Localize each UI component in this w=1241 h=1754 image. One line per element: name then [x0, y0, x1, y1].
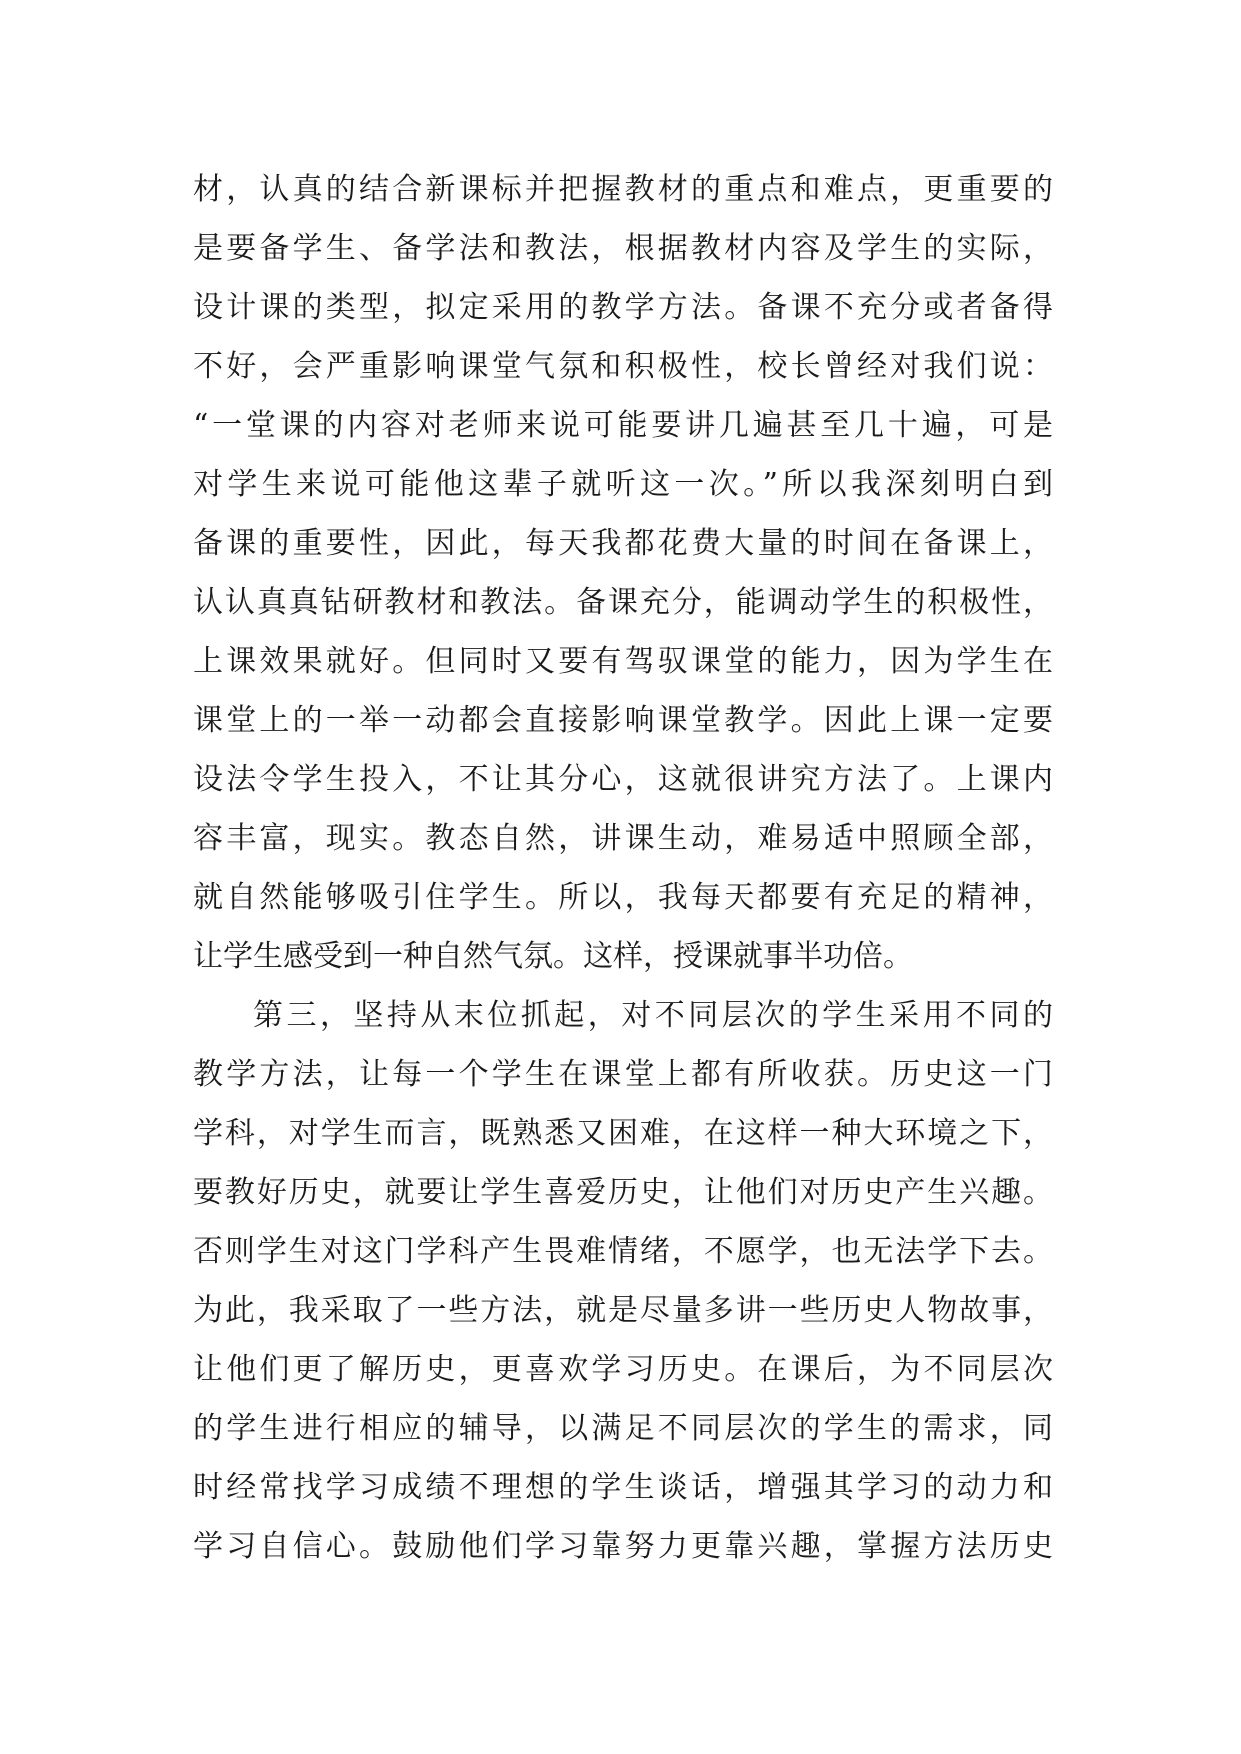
- text-line: 认认真真钻研教材和教法。备课充分，能调动学生的积极性，: [193, 585, 1053, 620]
- text-line: 设计课的类型，拟定采用的教学方法。备课不充分或者备得: [193, 290, 1053, 325]
- paragraph-1: [193, 160, 1053, 986]
- text-line: 否则学生对这门学科产生畏难情绪，不愿学，也无法学下去。: [193, 1234, 1053, 1269]
- text-line: 的学生进行相应的辅导，以满足不同层次的学生的需求，同: [193, 1411, 1053, 1446]
- text-line: 对学生来说可能他这辈子就听这一次。”所以我深刻明白到: [193, 467, 1053, 502]
- text-line: 要教好历史，就要让学生喜爱历史，让他们对历史产生兴趣。: [193, 1175, 1053, 1210]
- text-line: 容丰富，现实。教态自然，讲课生动，难易适中照顾全部，: [193, 821, 1053, 856]
- text-line: “一堂课的内容对老师来说可能要讲几遍甚至几十遍，可是: [193, 408, 1053, 443]
- text-line: 备课的重要性，因此，每天我都花费大量的时间在备课上，: [193, 526, 1053, 561]
- text-line: 教学方法，让每一个学生在课堂上都有所收获。历史这一门: [193, 1057, 1053, 1092]
- paragraph-2: [193, 986, 1053, 1576]
- text-line: 课堂上的一举一动都会直接影响课堂教学。因此上课一定要: [193, 703, 1053, 738]
- body-text: [193, 160, 1053, 1576]
- text-line: 材，认真的结合新课标并把握教材的重点和难点，更重要的: [193, 172, 1053, 207]
- text-line: 让学生感受到一种自然气氛。这样，授课就事半功倍。: [193, 939, 913, 974]
- text-line: 不好，会严重影响课堂气氛和积极性，校长曾经对我们说：: [193, 349, 1053, 384]
- text-line: 第三，坚持从末位抓起，对不同层次的学生采用不同的: [253, 998, 1053, 1033]
- text-line: 上课效果就好。但同时又要有驾驭课堂的能力，因为学生在: [193, 644, 1053, 679]
- text-line: 学科，对学生而言，既熟悉又困难，在这样一种大环境之下，: [193, 1116, 1053, 1151]
- text-line: 时经常找学习成绩不理想的学生谈话，增强其学习的动力和: [193, 1470, 1053, 1505]
- text-line: 学习自信心。鼓励他们学习靠努力更靠兴趣，掌握方法历史: [193, 1529, 1053, 1564]
- text-line: 设法令学生投入，不让其分心，这就很讲究方法了。上课内: [193, 762, 1053, 797]
- text-line: 就自然能够吸引住学生。所以，我每天都要有充足的精神，: [193, 880, 1053, 915]
- text-line: 是要备学生、备学法和教法，根据教材内容及学生的实际，: [193, 231, 1053, 266]
- text-line: 为此，我采取了一些方法，就是尽量多讲一些历史人物故事，: [193, 1293, 1053, 1328]
- text-line: 让他们更了解历史，更喜欢学习历史。在课后，为不同层次: [193, 1352, 1053, 1387]
